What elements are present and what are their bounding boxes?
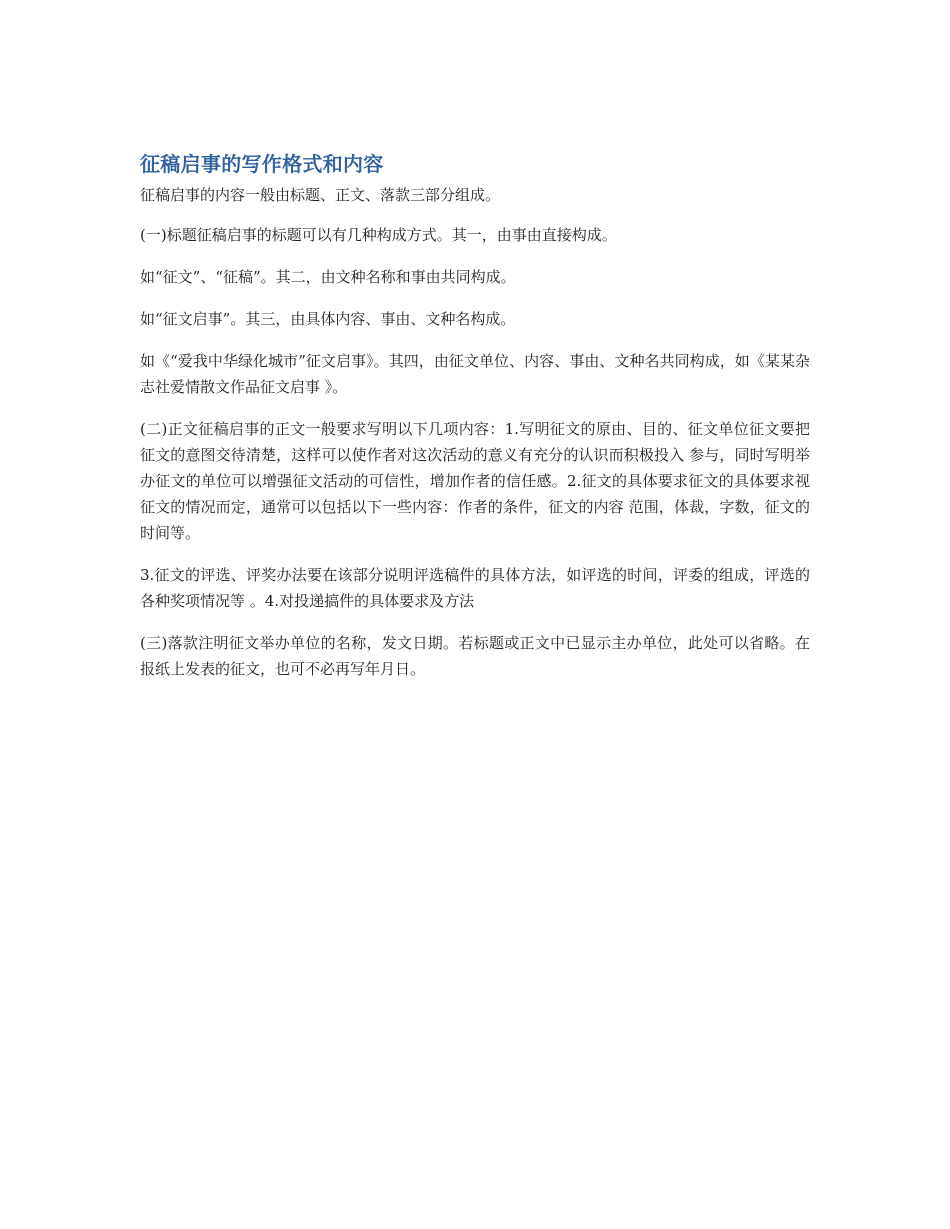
title-example-paragraph-3: 如《“爱我中华绿化城市”征文启事》。其四，由征文单位、内容、事由、文种名共同构成，如《某某杂志社爱情散文作品征文启事 》。 <box>140 352 810 396</box>
signature-section-paragraph: (三)落款注明征文举办单位的名称，发文日期。若标题或正文中已显示主办单位，此处可以省略。在 报纸上发表的征文，也可不必再写年月日。 <box>140 634 810 678</box>
document-page <box>140 150 810 698</box>
title-example-paragraph-1: 如“征文”、“征稿”。其二，由文种名称和事由共同构成。 <box>140 268 516 286</box>
title-section-paragraph: (一)标题征稿启事的标题可以有几种构成方式。其一，由事由直接构成。 <box>140 226 617 244</box>
intro-paragraph: 征稿启事的内容一般由标题、正文、落款三部分组成。 <box>140 186 501 204</box>
evaluation-paragraph: 3.征文的评选、评奖办法要在该部分说明评选稿件的具体方法，如评选的时间，评委的组成，评选的各种奖项情况等 。4.对投递搞件的具体要求及方法 <box>140 566 810 610</box>
title-example-paragraph-2: 如“征文启事”。其三，由具体内容、事由、文种名构成。 <box>140 310 516 328</box>
document-title: 征稿启事的写作格式和内容 <box>140 152 384 176</box>
body-section-paragraph: (二)正文征稿启事的正文一般要求写明以下几项内容：1.写明征文的原由、目的、征文单位征文要把征文的意图交待清楚，这样可以使作者对这次活动的意义有充分的认识而积极投入 参与，同时写明举办征文的单位可以增强征文活动的可信性，增加作者的信任感。2.征文的具体要求征文的具体要求视征文的情况而定，通常可以包括以下一些内容：作者的条件，征文的内容 范围，体裁，字数，征文的时间等。 <box>140 420 810 542</box>
